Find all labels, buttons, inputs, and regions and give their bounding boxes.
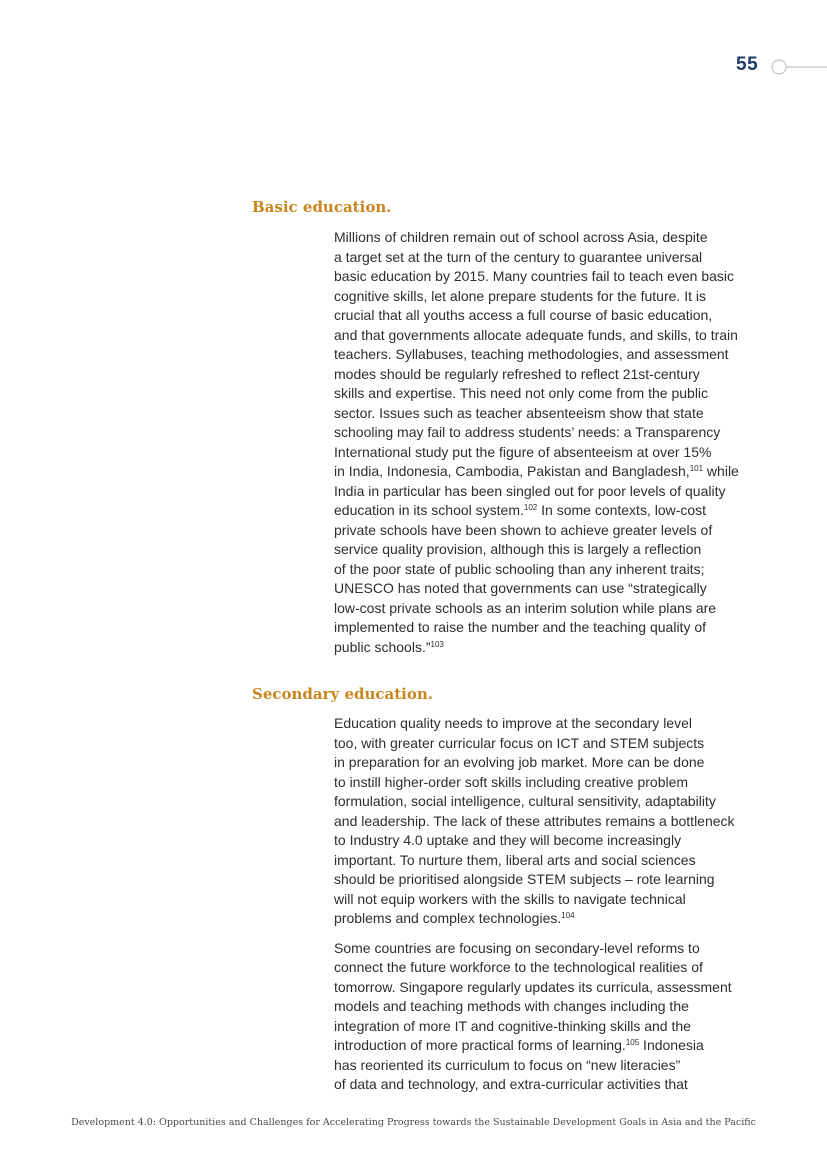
footnote-reference: 105 bbox=[625, 1038, 640, 1047]
text-segment: schooling may fail to address students’ needs: a Transparency bbox=[334, 424, 721, 440]
paragraph bbox=[334, 228, 754, 657]
text-segment: Indonesia bbox=[639, 1037, 704, 1053]
text-segment: of data and technology, and extra-curricular activities that bbox=[334, 1076, 688, 1092]
text-line bbox=[334, 560, 754, 580]
text-line bbox=[334, 306, 754, 326]
text-line bbox=[334, 287, 754, 307]
text-segment: teachers. Syllabuses, teaching methodologies, and assessment bbox=[334, 346, 729, 362]
text-segment: modes should be regularly refreshed to reflect 21st-century bbox=[334, 365, 700, 382]
text-line bbox=[334, 1017, 754, 1037]
text-segment: and leadership. The lack of these attributes remains a bottleneck bbox=[334, 812, 735, 829]
text-line bbox=[334, 734, 754, 754]
footnote-reference: 101 bbox=[689, 464, 704, 473]
text-segment: has reoriented its curriculum to focus on “new literacies” bbox=[334, 1056, 681, 1073]
text-line bbox=[334, 423, 754, 443]
text-line bbox=[334, 851, 754, 871]
text-segment: formulation, social intelligence, cultural sensitivity, adaptability bbox=[334, 793, 716, 809]
text-line bbox=[334, 1036, 754, 1056]
text-segment: implemented to raise the number and the teaching quality of bbox=[334, 619, 707, 635]
text-line bbox=[334, 714, 754, 734]
page-number: 55 bbox=[736, 54, 759, 75]
text-segment: Millions of children remain out of school across Asia, despite bbox=[334, 229, 708, 245]
text-segment: introduction of more practical forms of learning. bbox=[334, 1037, 626, 1053]
text-segment: In some contexts, low-cost bbox=[537, 502, 707, 518]
text-segment: tomorrow. Singapore regularly updates its curricula, assessment bbox=[334, 978, 732, 995]
text-segment: too, with greater curricular focus on ICT and STEM subjects bbox=[334, 734, 705, 751]
text-segment: connect the future workforce to the technological realities of bbox=[334, 959, 703, 975]
text-segment: Education quality needs to improve at the secondary level bbox=[334, 715, 692, 731]
text-line bbox=[334, 958, 754, 978]
text-segment: private schools have been shown to achieve greater levels of bbox=[334, 521, 713, 538]
text-line bbox=[334, 939, 754, 959]
text-segment: while bbox=[703, 463, 739, 479]
text-line bbox=[334, 521, 754, 541]
section-body-secondary-education bbox=[334, 714, 754, 1105]
text-line bbox=[334, 345, 754, 365]
text-segment: a target set at the turn of the century to guarantee universal bbox=[334, 248, 703, 265]
text-line bbox=[334, 462, 754, 482]
text-line bbox=[334, 773, 754, 793]
text-line bbox=[334, 404, 754, 424]
text-line bbox=[334, 365, 754, 385]
text-segment: problems and complex technologies. bbox=[334, 910, 562, 926]
section-heading-basic-education: Basic education. bbox=[252, 198, 392, 216]
footnote-reference: 104 bbox=[561, 911, 575, 920]
text-line bbox=[334, 248, 754, 268]
text-line bbox=[334, 792, 754, 812]
text-line bbox=[334, 579, 754, 599]
text-line bbox=[334, 384, 754, 404]
text-line bbox=[334, 1056, 754, 1076]
paragraph bbox=[334, 714, 754, 929]
footnote-reference: 102 bbox=[523, 503, 538, 512]
text-line bbox=[334, 326, 754, 346]
text-segment: to Industry 4.0 uptake and they will become increasingly bbox=[334, 832, 682, 848]
footnote-reference: 103 bbox=[430, 639, 444, 649]
text-segment: in preparation for an evolving job market. More can be done bbox=[334, 754, 705, 770]
text-segment: skills and expertise. This need not only come from the public bbox=[334, 385, 709, 401]
text-segment: education in its school system. bbox=[334, 502, 524, 518]
text-line bbox=[334, 443, 754, 463]
text-line bbox=[334, 909, 754, 929]
paragraph bbox=[334, 939, 754, 1095]
text-line bbox=[334, 482, 754, 502]
text-segment: basic education by 2015. Many countries fail to teach even basic bbox=[334, 268, 735, 284]
text-line bbox=[334, 831, 754, 851]
text-line bbox=[334, 540, 754, 560]
text-line bbox=[334, 812, 754, 832]
text-segment: crucial that all youths access a full course of basic education, bbox=[334, 307, 713, 323]
text-segment: integration of more IT and cognitive-thinking skills and the bbox=[334, 1017, 691, 1034]
text-segment: and that governments allocate adequate funds, and skills, to train bbox=[334, 326, 738, 343]
text-segment: sector. Issues such as teacher absenteeism show that state bbox=[334, 404, 704, 421]
text-segment: to instill higher-order soft skills including creative problem bbox=[334, 773, 689, 790]
text-line bbox=[334, 228, 754, 248]
text-segment: International study put the figure of absenteeism at over 15% bbox=[334, 443, 712, 460]
page-number-ornament bbox=[770, 58, 827, 78]
text-segment: UNESCO has noted that governments can use “strategically bbox=[334, 580, 707, 596]
text-line bbox=[334, 753, 754, 773]
text-line bbox=[334, 890, 754, 910]
text-line bbox=[334, 267, 754, 287]
text-line bbox=[334, 599, 754, 619]
text-segment: Some countries are focusing on secondary-level reforms to bbox=[334, 939, 700, 956]
text-line bbox=[334, 618, 754, 638]
text-segment: should be prioritised alongside STEM subjects – rote learning bbox=[334, 871, 715, 887]
text-line bbox=[334, 997, 754, 1017]
text-segment: will not equip workers with the skills to navigate technical bbox=[334, 890, 686, 907]
text-line bbox=[334, 1075, 754, 1095]
text-segment: important. To nurture them, liberal arts and social sciences bbox=[334, 851, 696, 868]
text-segment: cognitive skills, let alone prepare students for the future. It is bbox=[334, 287, 706, 304]
text-segment: in India, Indonesia, Cambodia, Pakistan and Bangladesh, bbox=[334, 463, 690, 479]
text-segment: India in particular has been singled out for poor levels of quality bbox=[334, 482, 726, 499]
section-heading-secondary-education: Secondary education. bbox=[252, 685, 434, 703]
text-line bbox=[334, 870, 754, 890]
text-segment: low-cost private schools as an interim solution while plans are bbox=[334, 599, 717, 616]
text-segment: public schools.” bbox=[334, 638, 431, 655]
page-footer: Development 4.0: Opportunities and Challenges for Accelerating Progress towards the Sustainable Development Goals in Asia and the Pacific bbox=[71, 1117, 756, 1128]
text-line bbox=[334, 638, 754, 658]
text-segment: service quality provision, although this is largely a reflection bbox=[334, 541, 702, 557]
section-body-basic-education bbox=[334, 228, 754, 667]
text-line bbox=[334, 978, 754, 998]
text-segment: of the poor state of public schooling than any inherent traits; bbox=[334, 560, 705, 577]
text-segment: models and teaching methods with changes including the bbox=[334, 998, 689, 1014]
text-line bbox=[334, 501, 754, 521]
